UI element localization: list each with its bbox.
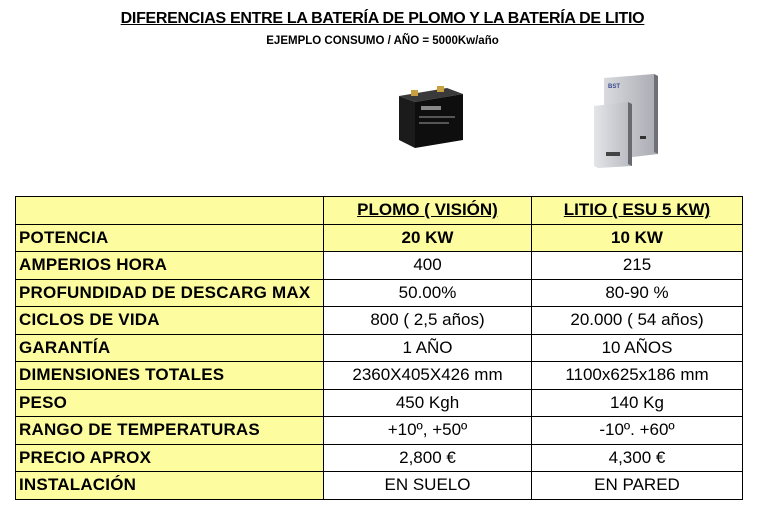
plomo-value: 450 Kgh [324, 389, 532, 417]
header-plomo: PLOMO ( VISIÓN) [324, 197, 532, 225]
row-label: PRECIO APROX [16, 444, 324, 472]
table-row [16, 279, 743, 307]
page-title: DIFERENCIAS ENTRE LA BATERÍA DE PLOMO Y LA BATERÍA DE LITIO [120, 10, 645, 27]
header-litio: LITIO ( ESU 5 KW) [532, 197, 743, 225]
row-label: PESO [16, 389, 324, 417]
table-row [16, 389, 743, 417]
litio-value: 215 [532, 252, 743, 280]
table-header-row [16, 197, 743, 225]
row-label: PROFUNDIDAD DE DESCARG MAX [16, 279, 324, 307]
plomo-value: 1 AÑO [324, 334, 532, 362]
plomo-value: 20 KW [324, 224, 532, 252]
plomo-value: +10º, +50º [324, 417, 532, 445]
litio-value: 80-90 % [532, 279, 743, 307]
plomo-value: 400 [324, 252, 532, 280]
table-row [16, 252, 743, 280]
row-label: POTENCIA [16, 224, 324, 252]
table-row [16, 444, 743, 472]
litio-value: 10 AÑOS [532, 334, 743, 362]
table-row [16, 224, 743, 252]
lead-battery-image [393, 82, 465, 150]
row-label: GARANTÍA [16, 334, 324, 362]
table-row [16, 417, 743, 445]
table-row [16, 334, 743, 362]
litio-value: 20.000 ( 54 años) [532, 307, 743, 335]
row-label: INSTALACIÓN [16, 472, 324, 500]
row-label: DIMENSIONES TOTALES [16, 362, 324, 390]
header-blank-cell [16, 197, 324, 225]
row-label: RANGO DE TEMPERATURAS [16, 417, 324, 445]
plomo-value: 2,800 € [324, 444, 532, 472]
plomo-value: 50.00% [324, 279, 532, 307]
row-label: CICLOS DE VIDA [16, 307, 324, 335]
plomo-value: 2360X405X426 mm [324, 362, 532, 390]
row-label: AMPERIOS HORA [16, 252, 324, 280]
table-row [16, 472, 743, 500]
litio-value: -10º. +60º [532, 417, 743, 445]
table-row [16, 307, 743, 335]
page-subtitle: EJEMPLO CONSUMO / AÑO = 5000Kw/año [266, 35, 499, 47]
plomo-value: 800 ( 2,5 años) [324, 307, 532, 335]
litio-value: 1100x625x186 mm [532, 362, 743, 390]
litio-value: 10 KW [532, 224, 743, 252]
table-row [16, 362, 743, 390]
comparison-table [15, 196, 743, 500]
lithium-battery-image [592, 72, 664, 168]
litio-value: EN PARED [532, 472, 743, 500]
litio-value: 4,300 € [532, 444, 743, 472]
plomo-value: EN SUELO [324, 472, 532, 500]
litio-value: 140 Kg [532, 389, 743, 417]
lithium-brand-text: BST [608, 84, 620, 90]
